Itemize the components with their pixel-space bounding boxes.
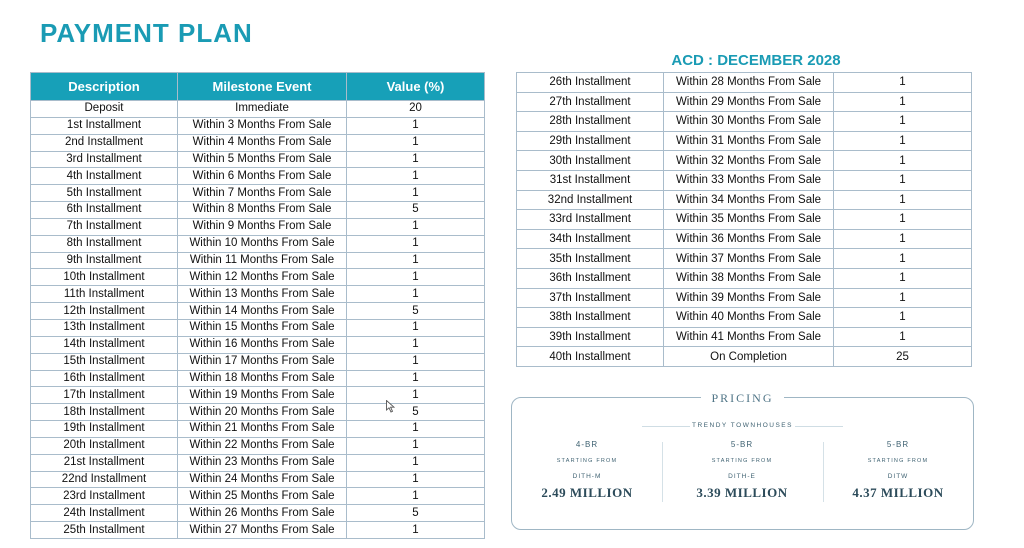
cell-description: 3rd Installment <box>31 151 178 168</box>
cell-description: 15th Installment <box>31 353 178 370</box>
mouse-pointer-icon <box>386 400 395 416</box>
table-row <box>517 347 972 367</box>
cell-value: 1 <box>834 308 972 328</box>
table-row <box>517 92 972 112</box>
pricing-subtitle: TRENDY TOWNHOUSES <box>692 422 793 429</box>
cell-value: 1 <box>834 288 972 308</box>
pricing-unit-code: DITW <box>887 473 909 480</box>
pricing-bedrooms: 4-BR <box>575 440 599 449</box>
cell-description: 19th Installment <box>31 421 178 438</box>
cell-value: 1 <box>347 370 485 387</box>
cell-value: 1 <box>347 319 485 336</box>
cell-milestone-event: Within 37 Months From Sale <box>664 249 834 269</box>
cell-description: 31st Installment <box>517 170 664 190</box>
cell-milestone-event: Within 17 Months From Sale <box>178 353 347 370</box>
table-row <box>31 286 485 303</box>
cell-description: 13th Installment <box>31 319 178 336</box>
cell-milestone-event: Within 21 Months From Sale <box>178 421 347 438</box>
cell-milestone-event: Within 31 Months From Sale <box>664 131 834 151</box>
cell-description: 38th Installment <box>517 308 664 328</box>
header-description: Description <box>31 73 178 101</box>
table-row <box>31 117 485 134</box>
cell-value: 5 <box>347 303 485 320</box>
table-row <box>517 151 972 171</box>
pricing-item-5br-e <box>667 440 817 501</box>
cell-milestone-event: Within 39 Months From Sale <box>664 288 834 308</box>
cell-description: 40th Installment <box>517 347 664 367</box>
cell-milestone-event: Within 33 Months From Sale <box>664 170 834 190</box>
cell-value: 1 <box>347 218 485 235</box>
cell-milestone-event: Within 16 Months From Sale <box>178 336 347 353</box>
cell-milestone-event: Within 25 Months From Sale <box>178 488 347 505</box>
payment-plan-table-right <box>516 72 972 367</box>
cell-value: 1 <box>834 249 972 269</box>
pricing-price: 3.39 MILLION <box>696 485 788 500</box>
cell-value: 1 <box>834 73 972 93</box>
cell-value: 5 <box>347 404 485 421</box>
cell-milestone-event: Within 7 Months From Sale <box>178 185 347 202</box>
pricing-bedrooms: 5-BR <box>730 440 754 449</box>
cell-description: 35th Installment <box>517 249 664 269</box>
cell-description: 27th Installment <box>517 92 664 112</box>
cell-description: 21st Installment <box>31 454 178 471</box>
cell-milestone-event: Within 40 Months From Sale <box>664 308 834 328</box>
cell-value: 1 <box>347 252 485 269</box>
pricing-title: PRICING <box>701 391 783 405</box>
cell-description: 17th Installment <box>31 387 178 404</box>
table-row <box>517 268 972 288</box>
table-header-row <box>31 73 485 101</box>
table-row <box>31 488 485 505</box>
cell-description: 2nd Installment <box>31 134 178 151</box>
cell-description: 5th Installment <box>31 185 178 202</box>
cell-value: 1 <box>347 151 485 168</box>
pricing-item-4br <box>512 440 662 501</box>
table-row <box>31 185 485 202</box>
table-row <box>31 522 485 539</box>
cell-description: 16th Installment <box>31 370 178 387</box>
cell-milestone-event: Within 26 Months From Sale <box>178 505 347 522</box>
table-row <box>31 353 485 370</box>
pricing-bedrooms: 5-BR <box>886 440 910 449</box>
cell-value: 1 <box>834 190 972 210</box>
table-row <box>31 421 485 438</box>
table-row <box>31 404 485 421</box>
payment-plan-table-left <box>30 72 485 539</box>
cell-milestone-event: Within 36 Months From Sale <box>664 229 834 249</box>
table-row <box>31 387 485 404</box>
table-row <box>517 229 972 249</box>
cell-description: 30th Installment <box>517 151 664 171</box>
cell-milestone-event: Within 28 Months From Sale <box>664 73 834 93</box>
cell-description: 28th Installment <box>517 112 664 132</box>
table-row <box>31 471 485 488</box>
cell-value: 1 <box>834 229 972 249</box>
cell-milestone-event: Within 5 Months From Sale <box>178 151 347 168</box>
cell-value: 1 <box>347 387 485 404</box>
cell-value: 1 <box>834 210 972 230</box>
table-row <box>31 319 485 336</box>
cell-value: 1 <box>347 522 485 539</box>
table-row <box>517 288 972 308</box>
table-row <box>517 73 972 93</box>
cell-value: 1 <box>834 112 972 132</box>
cell-description: Deposit <box>31 101 178 118</box>
cell-milestone-event: Within 24 Months From Sale <box>178 471 347 488</box>
cell-description: 18th Installment <box>31 404 178 421</box>
table-row <box>517 131 972 151</box>
cell-milestone-event: Within 41 Months From Sale <box>664 327 834 347</box>
cell-description: 25th Installment <box>31 522 178 539</box>
cell-description: 1st Installment <box>31 117 178 134</box>
table-row <box>31 218 485 235</box>
cell-milestone-event: Within 13 Months From Sale <box>178 286 347 303</box>
cell-milestone-event: Immediate <box>178 101 347 118</box>
cell-description: 4th Installment <box>31 168 178 185</box>
cell-description: 22nd Installment <box>31 471 178 488</box>
table-row <box>517 308 972 328</box>
cell-value: 1 <box>347 437 485 454</box>
subtitle-rule-right <box>795 426 843 427</box>
table-row <box>31 269 485 286</box>
pricing-price: 4.37 MILLION <box>852 485 944 500</box>
table-row <box>31 151 485 168</box>
cell-milestone-event: Within 32 Months From Sale <box>664 151 834 171</box>
pricing-unit-code: DITH-E <box>728 473 756 480</box>
cell-description: 14th Installment <box>31 336 178 353</box>
cell-milestone-event: Within 3 Months From Sale <box>178 117 347 134</box>
table-row <box>517 210 972 230</box>
cell-value: 1 <box>834 151 972 171</box>
cell-milestone-event: Within 6 Months From Sale <box>178 168 347 185</box>
cell-milestone-event: Within 27 Months From Sale <box>178 522 347 539</box>
cell-value: 25 <box>834 347 972 367</box>
cell-milestone-event: Within 23 Months From Sale <box>178 454 347 471</box>
table-row <box>517 170 972 190</box>
cell-value: 1 <box>347 134 485 151</box>
acd-date: ACD : DECEMBER 2028 <box>671 52 841 69</box>
pricing-item-5br-w <box>823 440 973 501</box>
cell-value: 1 <box>834 268 972 288</box>
cell-description: 24th Installment <box>31 505 178 522</box>
table-row <box>31 454 485 471</box>
cell-description: 26th Installment <box>517 73 664 93</box>
cell-value: 1 <box>347 185 485 202</box>
pricing-starting-from: STARTING FROM <box>556 458 618 464</box>
table-row <box>31 303 485 320</box>
cell-value: 1 <box>347 269 485 286</box>
cell-value: 1 <box>347 421 485 438</box>
cell-value: 20 <box>347 101 485 118</box>
header-milestone-event: Milestone Event <box>178 73 347 101</box>
cell-description: 33rd Installment <box>517 210 664 230</box>
cell-milestone-event: Within 14 Months From Sale <box>178 303 347 320</box>
table-row <box>517 112 972 132</box>
cell-value: 1 <box>347 353 485 370</box>
cell-description: 39th Installment <box>517 327 664 347</box>
cell-value: 1 <box>347 471 485 488</box>
cell-value: 1 <box>347 235 485 252</box>
cell-description: 37th Installment <box>517 288 664 308</box>
cell-value: 5 <box>347 202 485 219</box>
cell-description: 9th Installment <box>31 252 178 269</box>
cell-milestone-event: Within 9 Months From Sale <box>178 218 347 235</box>
cell-milestone-event: Within 38 Months From Sale <box>664 268 834 288</box>
cell-milestone-event: Within 11 Months From Sale <box>178 252 347 269</box>
cell-description: 8th Installment <box>31 235 178 252</box>
cell-description: 23rd Installment <box>31 488 178 505</box>
cell-value: 1 <box>347 336 485 353</box>
cell-description: 10th Installment <box>31 269 178 286</box>
cell-description: 36th Installment <box>517 268 664 288</box>
cell-milestone-event: Within 35 Months From Sale <box>664 210 834 230</box>
cell-description: 12th Installment <box>31 303 178 320</box>
cell-description: 32nd Installment <box>517 190 664 210</box>
pricing-price: 2.49 MILLION <box>541 485 633 500</box>
table-row <box>31 202 485 219</box>
cell-milestone-event: Within 34 Months From Sale <box>664 190 834 210</box>
cell-description: 6th Installment <box>31 202 178 219</box>
cell-milestone-event: On Completion <box>664 347 834 367</box>
cell-milestone-event: Within 19 Months From Sale <box>178 387 347 404</box>
cell-value: 5 <box>347 505 485 522</box>
pricing-title-wrap <box>512 389 973 407</box>
cell-value: 1 <box>347 454 485 471</box>
cell-value: 1 <box>834 131 972 151</box>
cell-milestone-event: Within 18 Months From Sale <box>178 370 347 387</box>
table-row <box>31 505 485 522</box>
cell-description: 20th Installment <box>31 437 178 454</box>
cell-value: 1 <box>347 488 485 505</box>
cell-milestone-event: Within 10 Months From Sale <box>178 235 347 252</box>
table-row <box>31 252 485 269</box>
cell-description: 29th Installment <box>517 131 664 151</box>
table-row <box>31 235 485 252</box>
table-row <box>31 101 485 118</box>
cell-value: 1 <box>347 168 485 185</box>
table-row <box>517 249 972 269</box>
table-row <box>517 327 972 347</box>
table-row <box>31 336 485 353</box>
cell-milestone-event: Within 20 Months From Sale <box>178 404 347 421</box>
cell-value: 1 <box>834 170 972 190</box>
cell-value: 1 <box>834 92 972 112</box>
cell-milestone-event: Within 8 Months From Sale <box>178 202 347 219</box>
page-title: PAYMENT PLAN <box>40 18 253 48</box>
header-value: Value (%) <box>347 73 485 101</box>
cell-milestone-event: Within 4 Months From Sale <box>178 134 347 151</box>
cell-milestone-event: Within 15 Months From Sale <box>178 319 347 336</box>
table-row <box>31 134 485 151</box>
pricing-starting-from: STARTING FROM <box>711 458 773 464</box>
table-row <box>31 437 485 454</box>
cell-description: 34th Installment <box>517 229 664 249</box>
cell-value: 1 <box>834 327 972 347</box>
pricing-unit-code: DITH-M <box>572 473 602 480</box>
cell-description: 7th Installment <box>31 218 178 235</box>
cell-milestone-event: Within 12 Months From Sale <box>178 269 347 286</box>
pricing-starting-from: STARTING FROM <box>867 458 929 464</box>
cell-description: 11th Installment <box>31 286 178 303</box>
table-row <box>517 190 972 210</box>
cell-milestone-event: Within 30 Months From Sale <box>664 112 834 132</box>
cell-value: 1 <box>347 117 485 134</box>
table-row <box>31 370 485 387</box>
cell-milestone-event: Within 29 Months From Sale <box>664 92 834 112</box>
table-row <box>31 168 485 185</box>
cell-value: 1 <box>347 286 485 303</box>
pricing-divider <box>662 442 663 502</box>
cell-milestone-event: Within 22 Months From Sale <box>178 437 347 454</box>
pricing-panel <box>511 391 974 530</box>
